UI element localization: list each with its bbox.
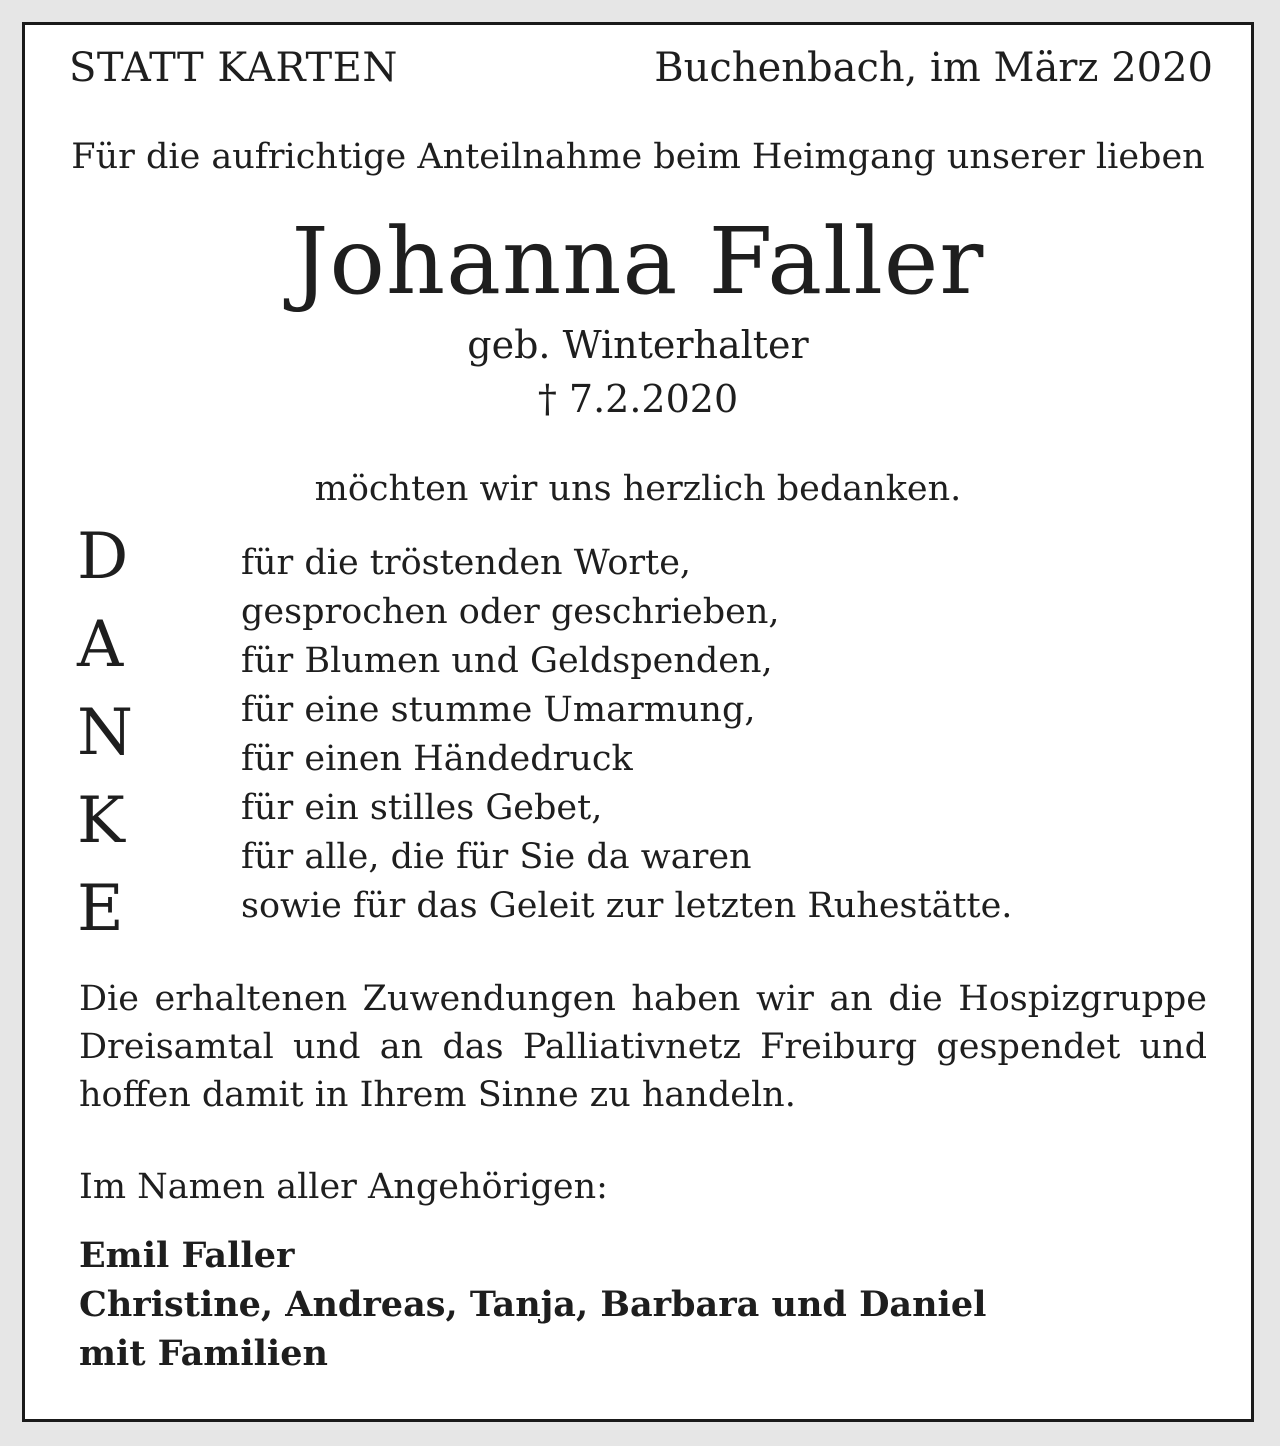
signer-line: Christine, Andreas, Tanja, Barbara und Daniel	[79, 1284, 987, 1325]
intro-text: Für die aufrichtige Anteilnahme beim Heimgang unserer lieben	[71, 137, 1205, 177]
danke-line: sowie für das Geleit zur letzten Ruhestätte.	[241, 886, 1013, 926]
header-place-date: Buchenbach, im März 2020	[654, 45, 1213, 91]
deceased-name: Johanna Faller	[291, 208, 985, 315]
danke-line: für einen Händedruck	[241, 739, 633, 779]
danke-letter: K	[77, 784, 125, 858]
danke-lines	[241, 539, 1012, 931]
danke-line: für ein stilles Gebet,	[241, 788, 603, 828]
danke-letter: A	[77, 608, 124, 682]
signers	[79, 1231, 986, 1378]
obituary-card	[22, 22, 1254, 1422]
danke-line: für eine stumme Umarmung,	[241, 690, 756, 730]
donation-paragraph: Die erhaltenen Zuwendungen haben wir an die Hospizgruppe Dreisamtal und an das Palliativnetz Freiburg gespendet und hoffen damit in Ihrem Sinne zu handeln.	[79, 979, 1207, 1115]
danke-letter: E	[77, 872, 124, 946]
danke-line: für die tröstenden Worte,	[241, 543, 692, 583]
danke-letter: N	[77, 696, 133, 770]
thanks-line: möchten wir uns herzlich bedanken.	[314, 469, 962, 509]
danke-line: für alle, die für Sie da waren	[241, 837, 752, 877]
danke-line: für Blumen und Geldspenden,	[241, 641, 773, 681]
on-behalf-line: Im Namen aller Angehörigen:	[79, 1167, 608, 1207]
header-statt-karten: STATT KARTEN	[69, 45, 398, 91]
signer-line: Emil Faller	[79, 1235, 295, 1276]
danke-letter: D	[77, 520, 129, 594]
signer-line: mit Familien	[79, 1333, 328, 1374]
danke-line: gesprochen oder geschrieben,	[241, 592, 780, 632]
maiden-name: geb. Winterhalter	[467, 323, 809, 367]
death-date: † 7.2.2020	[537, 377, 739, 421]
danke-acrostic	[77, 513, 147, 953]
